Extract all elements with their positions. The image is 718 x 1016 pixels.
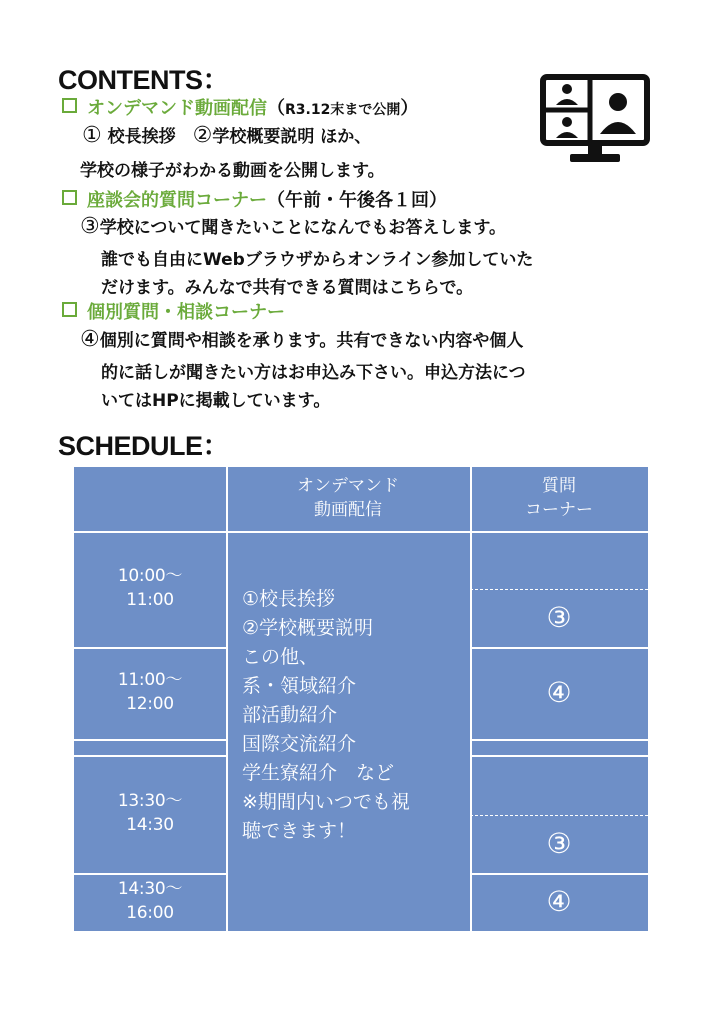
corner-mark-qa-am: ③ [546,601,572,635]
section-ondemand-note: （R3.12末まで公開） [267,98,419,119]
section-qa-title [62,186,447,212]
section-qa-title-text: 座談会的質問コーナー [87,190,267,211]
table-column-divider [226,467,228,931]
time-start: 10:00～ [117,566,183,587]
list-item: この他、 [242,646,319,668]
section-qa-note: （午前・午後各１回） [267,190,447,211]
circle-number-4: ④ [80,327,100,352]
line-text: 学校について聞きたいことになんでもお答えします。 [99,218,507,238]
line-text: 校長挨拶 [101,127,193,147]
circle-number-3: ③ [80,214,100,239]
corner-mark-individual-pm: ④ [546,885,572,919]
section-ondemand-title-text: オンデマンド動画配信 [87,98,267,119]
time-end: 12:00 [126,694,174,714]
line-text: 学校概要説明 ほか、 [212,127,372,147]
time-slot-1 [74,531,226,647]
header-qa-line-2: コーナー [525,500,593,520]
schedule-heading: SCHEDULE： [58,431,230,461]
section-qa-line-2: 誰でも自由にWebブラウザからオンライン参加していた [101,250,534,270]
ondemand-content-list [242,585,410,846]
circle-number-1: ① [82,123,102,148]
section-ondemand-title [62,94,418,120]
header-qa-corner [470,467,648,531]
table-row-divider [74,739,226,741]
list-item: 系・領域紹介 [242,675,357,697]
time-start: 11:00～ [117,670,183,691]
time-end: 11:00 [126,590,174,610]
corner-mark-individual-am: ④ [546,676,572,710]
circle-number-2: ② [192,123,213,148]
section-individual-title-text: 個別質問・相談コーナー [87,302,285,323]
section-qa-line-3: だけます。みんなで共有できる質問はこちらで。 [101,278,474,298]
schedule-table [74,467,648,931]
table-row-divider [470,755,648,757]
section-individual-line-3: いてはHPに掲載しています。 [101,391,331,411]
contents-heading: CONTENTS： [58,65,229,95]
section-ondemand-line-2: 学校の様子がわかる動画を公開します。 [80,161,385,181]
checkbox-square-icon [62,98,77,113]
list-item: 聴できます！ [242,820,357,842]
list-item: 部活動紹介 [242,704,338,726]
time-end: 14:30 [126,815,174,835]
checkbox-square-icon [62,302,77,317]
section-ondemand-note-text: R3.12末まで公開 [285,102,401,118]
list-item: ①校長挨拶 [242,588,336,610]
section-individual-line-2: 的に話しが聞きたい方はお申込み下さい。申込方法につ [101,363,526,383]
list-item: ※期間内いつでも視 [242,791,410,813]
section-individual-title [62,298,285,324]
time-start: 14:30～ [117,879,183,900]
header-qa-line-1: 質問 [542,476,576,497]
time-slot-3 [74,755,226,873]
table-row-divider [470,739,648,741]
list-item: 国際交流紹介 [242,733,357,755]
section-qa-line-1 [80,213,506,239]
header-ondemand [226,467,470,531]
video-conference-monitor-icon [540,74,650,166]
header-ondemand-line-2: 動画配信 [314,500,382,520]
section-individual-line-1 [80,326,523,352]
list-item: 学生寮紹介 など [242,762,395,784]
time-slot-2 [74,647,226,739]
time-slot-4 [74,873,226,931]
checkbox-square-icon [62,190,77,205]
line-text: 個別に質問や相談を承ります。共有できない内容や個人 [99,331,524,351]
time-end: 16:00 [126,903,174,923]
header-ondemand-line-1: オンデマンド [297,476,399,497]
corner-mark-qa-pm: ③ [546,827,572,861]
time-start: 13:30～ [117,791,183,812]
list-item: ②学校概要説明 [242,617,374,639]
section-ondemand-line-1 [82,122,371,148]
